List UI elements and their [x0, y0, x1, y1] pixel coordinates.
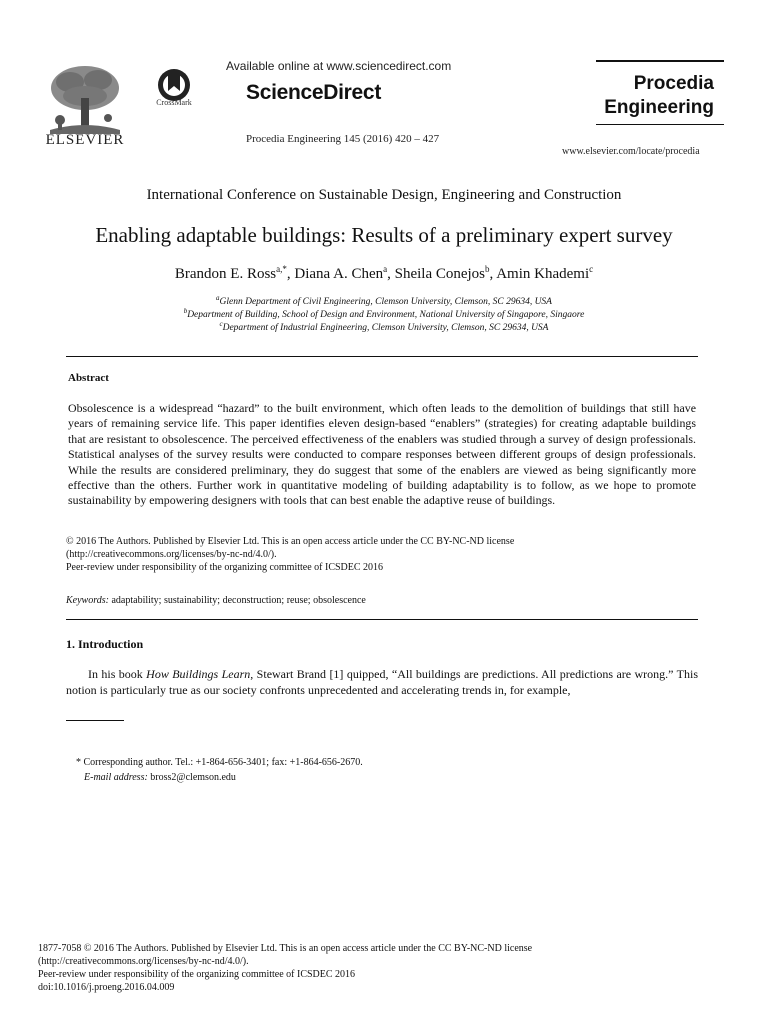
journal-title-line1: Procedia	[633, 73, 714, 94]
footer-peer-review: Peer-review under responsibility of the organizing committee of ICSDEC 2016	[38, 969, 356, 980]
footnote-divider	[66, 720, 124, 721]
book-title: How Buildings Learn	[146, 667, 251, 681]
journal-url-link[interactable]: www.elsevier.com/locate/procedia	[562, 146, 700, 157]
footnote-email-line	[76, 770, 363, 785]
journal-reference: Procedia Engineering 145 (2016) 420 – 427	[246, 133, 440, 145]
affiliation-mark: a	[216, 294, 220, 302]
journal-title-box	[596, 60, 724, 125]
corresponding-mark: *	[282, 264, 287, 274]
footer-issn-license: 1877-7058 © 2016 The Authors. Published by Elsevier Ltd. This is an open access article under the CC BY-NC-ND license	[38, 943, 533, 954]
affiliation-text: Department of Building, School of Design and Environment, National University of Singapore, Singaore	[187, 310, 585, 321]
intro-text: In his book	[88, 667, 147, 681]
footer-license-link[interactable]: (http://creativecommons.org/licenses/by-nc-nd/4.0/).	[38, 956, 249, 967]
author-affiliation-mark: a,	[276, 264, 283, 274]
footnote-contact: * Corresponding author. Tel.: +1-864-656-3401; fax: +1-864-656-2670.	[76, 757, 363, 768]
author-name: Sheila Conejos	[394, 266, 486, 282]
intro-text: , Stewart Brand [1] quipped, “All buildings are predictions. All predictions are wrong.” This notion is particularly true as our society confronts unprecedented and accelerating trends in, for example,	[66, 667, 699, 697]
section-divider	[66, 619, 698, 620]
conference-name: International Conference on Sustainable Design, Engineering and Construction	[146, 187, 622, 203]
author-list	[0, 264, 768, 283]
peer-review-note: Peer-review under responsibility of the organizing committee of ICSDEC 2016	[66, 562, 384, 573]
footer-doi[interactable]: doi:10.1016/j.proeng.2016.04.009	[38, 982, 175, 993]
abstract-body: Obsolescence is a widespread “hazard” to the built environment, which often leads to the demolition of buildings that still have years of remaining service life. This paper identifies eleven design-based “enablers” (strategies) for creating adaptable buildings that are resistant to obsolescence. The perceived effectiveness of the enablers was studied through a survey of design professionals. Statistical analyses of the survey results were conducted to compare responses between different groups of design professionals. While the results are considered preliminary, they do suggest that some of the enablers are viewed as being significantly more effective than the others. Further work in quantitative modeling of building adaptability is to follow, as we hope to promote sustainability by empowering designers with tools that can best enable the adaptive reuse of buildings.	[68, 401, 696, 508]
author-name: Diana A. Chen	[294, 266, 384, 282]
author-name: Brandon E. Ross	[174, 266, 277, 282]
affiliation-a	[0, 294, 768, 307]
page-footer	[38, 942, 532, 994]
available-online-text: Available online at www.sciencedirect.com	[226, 59, 452, 73]
affiliation-c	[0, 320, 768, 333]
abstract-heading: Abstract	[68, 372, 109, 384]
publisher-wordmark: ELSEVIER	[45, 132, 125, 148]
keywords-list: adaptability; sustainability; deconstruction; reuse; obsolescence	[111, 595, 366, 606]
license-link[interactable]: (http://creativecommons.org/licenses/by-nc-nd/4.0/).	[66, 549, 277, 560]
affiliation-b	[0, 307, 768, 320]
affiliation-mark: c	[219, 320, 223, 328]
paper-title: Enabling adaptable buildings: Results of a preliminary expert survey	[95, 223, 673, 247]
introduction-paragraph	[66, 667, 698, 698]
email-address[interactable]: bross2@clemson.edu	[150, 772, 236, 783]
sciencedirect-wordmark: ScienceDirect	[246, 81, 382, 104]
keywords-label: Keywords:	[66, 595, 109, 606]
affiliation-text: Department of Industrial Engineering, Clemson University, Clemson, SC 29634, USA	[222, 323, 549, 334]
affiliation-text: Glenn Department of Civil Engineering, Clemson University, Clemson, SC 29634, USA	[219, 297, 552, 308]
section-divider	[66, 356, 698, 357]
author-affiliation-mark: b	[485, 264, 490, 274]
corresponding-author-footnote	[76, 755, 363, 785]
license-block	[66, 535, 706, 574]
crossmark-label: CrossMark	[156, 98, 192, 107]
email-label: E-mail address:	[84, 772, 148, 783]
author-affiliation-mark: c	[589, 264, 594, 274]
affiliation-mark: b	[183, 307, 188, 315]
keywords-line	[66, 595, 366, 606]
author-name: Amin Khademi	[496, 266, 590, 282]
author-affiliation-mark: a	[383, 264, 388, 274]
journal-title-line2: Engineering	[604, 97, 714, 118]
license-text: © 2016 The Authors. Published by Elsevier Ltd. This is an open access article under the CC BY-NC-ND license	[66, 536, 515, 547]
author-separator: ,	[489, 266, 497, 282]
introduction-heading: 1. Introduction	[66, 637, 144, 651]
author-separator: ,	[286, 266, 295, 282]
author-separator: ,	[387, 266, 395, 282]
